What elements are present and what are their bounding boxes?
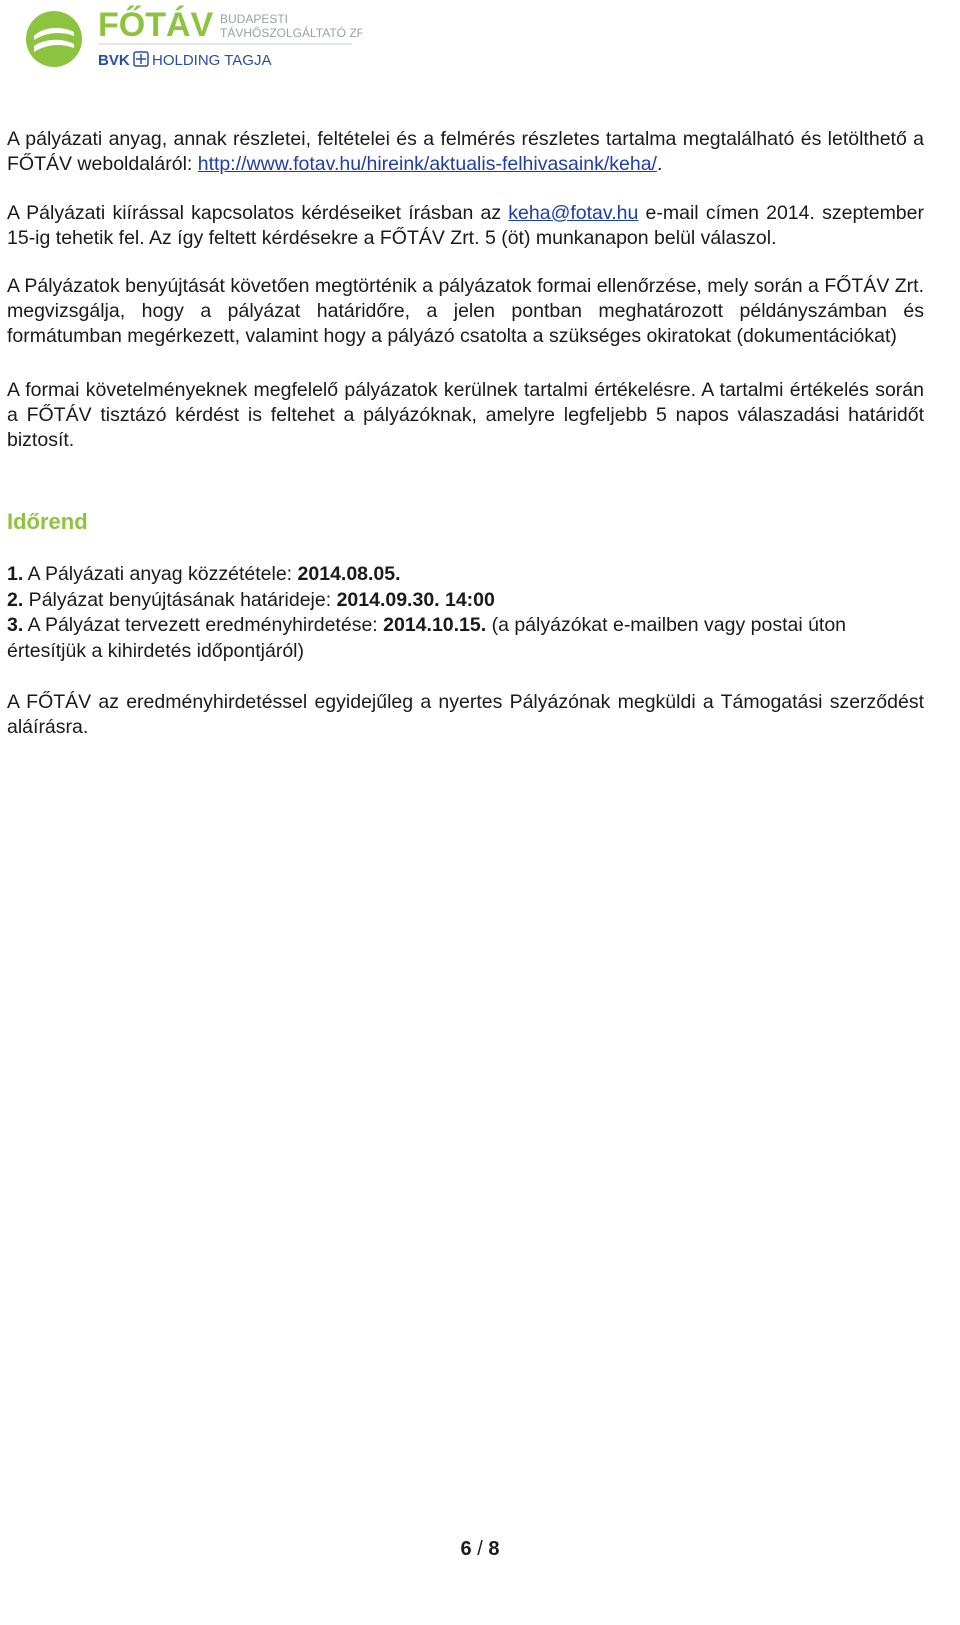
logo-holding-prefix: BVK [98, 52, 130, 69]
logo-sub1: BUDAPESTI [220, 12, 289, 26]
page-number: 6 / 8 [460, 1538, 500, 1560]
paragraph-questions: A Pályázati kiírással kapcsolatos kérdéseiket írásban az keha@fotav.hu e-mail címen 2014. szeptember 15-ig tehetik fel. Az így feltett kérdésekre a FŐTÁV Zrt. 5 (öt) munkanapon belül válaszol. [7, 202, 924, 249]
timeline-list [7, 562, 924, 664]
timeline-heading: Időrend [7, 509, 88, 534]
website-link[interactable]: http://www.fotav.hu/hireink/aktualis-felhivasaink/keha/ [197, 153, 657, 175]
email-link[interactable]: keha@fotav.hu [508, 202, 639, 224]
paragraph-formal-check: A Pályázatok benyújtását követően megtörténik a pályázatok formai ellenőrzése, mely során a FŐTÁV Zrt. megvizsgálja, hogy a pályázat határidőre, a jelen pontban meghatározott példányszámban és formátumban megérkezett, valamint hogy a pályázó csatolta a szükséges okiratokat (dokumentációkat) [7, 275, 924, 347]
logo-sub2: TÁVHŐSZOLGÁLTATÓ ZRT. [220, 26, 362, 40]
document-body [7, 127, 924, 740]
paragraph-evaluation: A formai követelményeknek megfelelő pályázatok kerülnek tartalmi értékelésre. A tartalmi értékelés során a FŐTÁV tisztázó kérdést is feltehet a pályázóknak, amelyre legfeljebb 5 napos válaszadási határidőt biztosít. [7, 379, 924, 451]
timeline-item: 3. A Pályázat tervezett eredményhirdetése: 2014.10.15. (a pályázókat e-mailben vagy postai úton értesítjük a kihirdetés időpontjáról) [7, 614, 847, 662]
holding-emblem-icon [134, 52, 148, 66]
fotav-logo [22, 4, 362, 74]
timeline-item: 2. Pályázat benyújtásának határideje: 2014.09.30. 14:00 [7, 588, 495, 611]
logo-name: FŐTÁV [98, 6, 214, 44]
logo-mark-icon [26, 11, 82, 67]
timeline-item: 1. A Pályázati anyag közzététele: 2014.08.05. [7, 563, 401, 585]
paragraph-materials: A pályázati anyag, annak részletei, feltételei és a felmérés részletes tartalma megtalálható és letölthető a FŐTÁV weboldaláról: http://www.fotav.hu/hireink/aktualis-felhivasaink/keha/. [7, 128, 924, 175]
logo-holding-suffix: HOLDING TAGJA [152, 52, 272, 69]
paragraph-closing: A FŐTÁV az eredményhirdetéssel egyidejűleg a nyertes Pályázónak megküldi a Támogatási szerződést aláírásra. [7, 691, 924, 738]
